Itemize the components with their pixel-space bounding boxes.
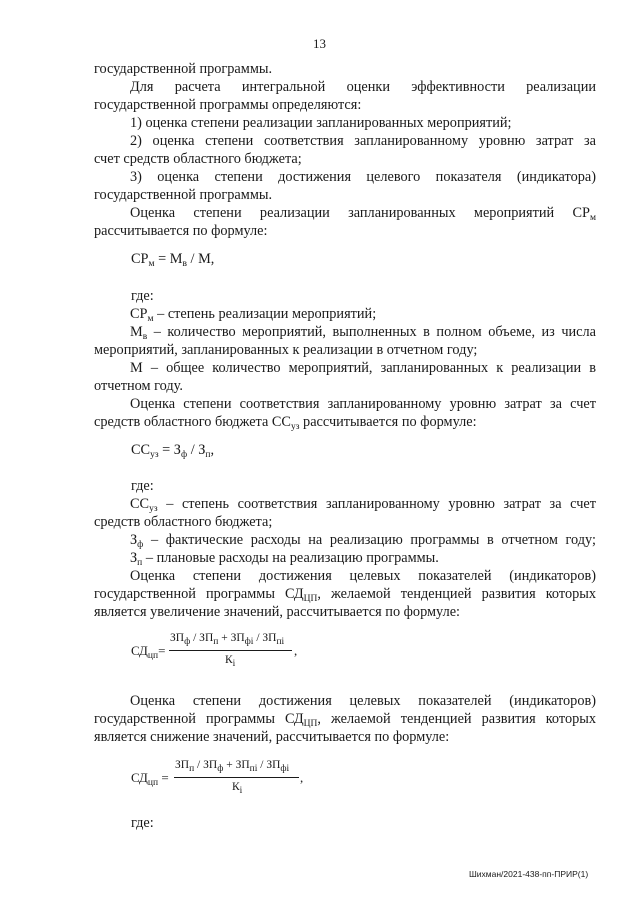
definition-line: $СС_{уз}$ – степень соответствия запланированному уровню затрат за счет [130, 496, 596, 514]
where-label: где: [131, 815, 154, 831]
text-line: средств областного бюджета $СС_{уз}$ рассчитывается по формуле: [94, 414, 477, 432]
list-item: 1) оценка степени реализации запланированных мероприятий; [130, 115, 512, 131]
text-line: Для расчета интегральной оценки эффективности реализации [130, 79, 596, 95]
list-item: 3) оценка степени достижения целевого показателя (индикатора) [130, 169, 596, 185]
definition-line: $З_п$ – плановые расходы на реализацию программы. [130, 550, 439, 568]
text-line: мероприятий, запланированных к реализации в отчетном году; [94, 342, 478, 358]
text-line: Оценка степени реализации запланированных мероприятий $СР_м$ [130, 205, 596, 223]
definition-line: $СР_м$ – степень реализации мероприятий; [130, 306, 377, 324]
text-line: счет средств областного бюджета; [94, 151, 302, 167]
text-line: средств областного бюджета; [94, 514, 273, 530]
text-line: Оценка степени соответствия запланированному уровню затрат за счет [130, 396, 596, 412]
list-item: 2) оценка степени соответствия запланированному уровню затрат за [130, 133, 596, 149]
text-line: государственной программы. [94, 187, 273, 203]
text-line: государственной программы $СД_{ЦП}$, желаемой тенденцией развития которых [94, 711, 597, 729]
definition-line: $М_в$ – количество мероприятий, выполненных в полном объеме, из числа [130, 324, 596, 342]
fraction-bar [169, 650, 292, 651]
text-line: государственной программы определяются: [94, 97, 362, 113]
text-line: является снижение значений, рассчитывается по формуле: [94, 729, 450, 745]
text-line: государственной программы $СД_{ЦП}$, желаемой тенденцией развития которых [94, 586, 597, 604]
fraction-bar [174, 777, 299, 778]
definition-line: $З_ф$ – фактические расходы на реализацию программы в отчетном году; [130, 532, 596, 550]
text-line: является увеличение значений, рассчитывается по формуле: [94, 604, 461, 620]
formula-sd-decrease: $СД_{цп}$ = $ЗП_п / ЗП_ф + ЗП_{пi} / ЗП_{фi}$ $К_i$ , [131, 759, 304, 796]
text-line: государственной программы. [94, 61, 273, 77]
text-line: рассчитывается по формуле: [94, 223, 268, 239]
text-line: Оценка степени достижения целевых показателей (индикаторов) [130, 568, 596, 584]
where-label: где: [131, 288, 154, 304]
definition-line: М – общее количество мероприятий, запланированных к реализации в [130, 360, 596, 376]
text-line: отчетном году. [94, 378, 183, 394]
formula-ss: $СС_{уз} = З_ф / З_п$, [131, 442, 215, 460]
footer-reference: Шихман/2021-438-пп-ПРИР(1) [469, 869, 589, 879]
formula-sd-increase: $СД_{цп}=$ $ЗП_ф / ЗП_п + ЗП_{фi} / ЗП_{пi}$ $К_i$ , [131, 632, 298, 669]
text-line: Оценка степени достижения целевых показателей (индикаторов) [130, 693, 596, 709]
page-number: 13 [313, 36, 326, 51]
formula-sr: $СР_м = М_в / М$, [131, 251, 215, 269]
where-label: где: [131, 478, 154, 494]
